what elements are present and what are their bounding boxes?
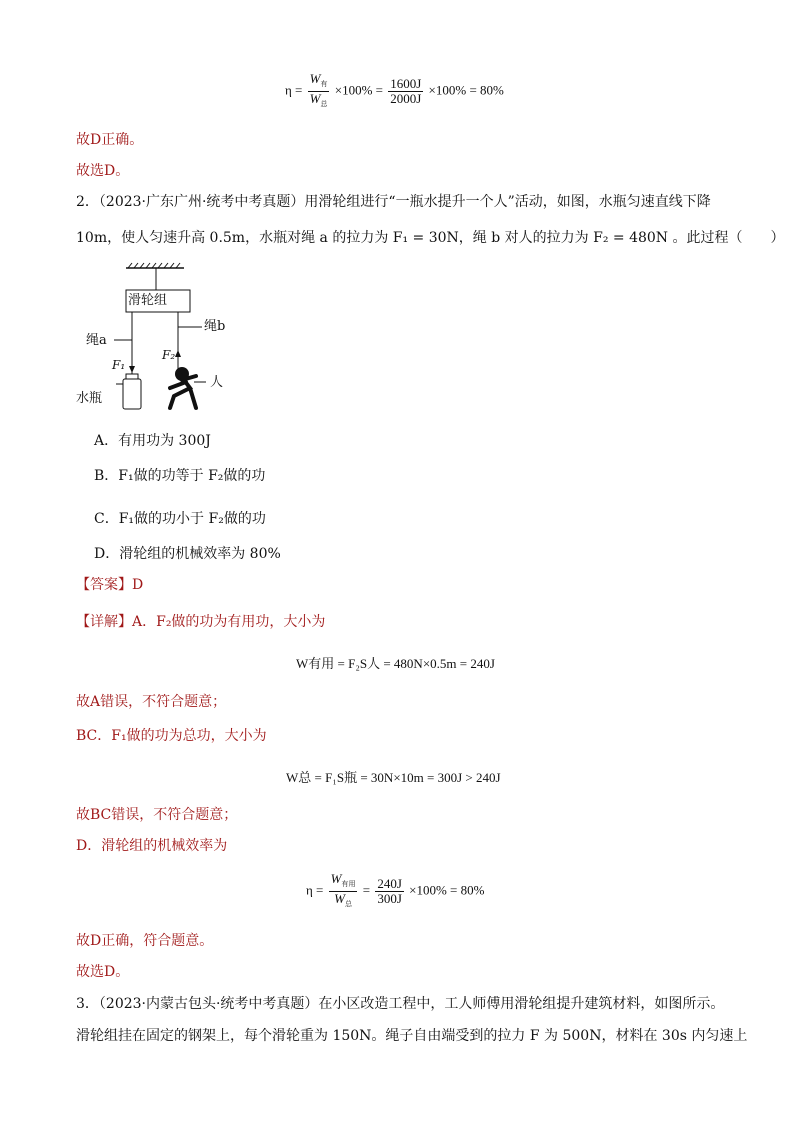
formula-result: ×100% = 80% bbox=[428, 82, 504, 98]
water-bottle-icon bbox=[123, 379, 141, 409]
pulley-diagram bbox=[86, 262, 266, 412]
formula-result: ×100% = 80% bbox=[409, 882, 485, 898]
rope-b-label: 绳b bbox=[204, 319, 226, 334]
fraction-w-ratio bbox=[329, 872, 358, 911]
subscript-useful: 有 bbox=[320, 80, 328, 88]
option-d: D．滑轮组的机械效率为 80% bbox=[94, 546, 281, 562]
w-symbol: W bbox=[330, 871, 342, 886]
bc-wrong-line: 故BC错误，不符合题意； bbox=[76, 807, 238, 823]
a-wrong-line: 故A错误，不符合题意； bbox=[76, 694, 227, 710]
rope-a-label: 绳a bbox=[86, 333, 107, 348]
force-f1-label: F₁ bbox=[112, 358, 126, 372]
fraction-w-ratio bbox=[308, 72, 330, 111]
numerator-value: 1600J bbox=[390, 76, 422, 91]
detail-tag: 【详解】 bbox=[76, 614, 132, 630]
subscript-total: 总 bbox=[320, 100, 328, 108]
d-line: D．滑轮组的机械效率为 bbox=[76, 838, 228, 854]
question-2-line-1: 2．（2023·广东广州·统考中考真题）用滑轮组进行“一瓶水提升一个人”活动，如图，水瓶匀速直线下降 bbox=[76, 194, 711, 210]
denominator-value: 2000J bbox=[390, 91, 422, 106]
option-c: C．F₁做的功小于 F₂做的功 bbox=[94, 511, 266, 527]
numerator-value: 240J bbox=[377, 876, 402, 891]
answer-value: D bbox=[132, 577, 144, 593]
question-3-line-2: 滑轮组挂在固定的钢架上，每个滑轮重为 150N。绳子自由端受到的拉力 F 为 500N，材料在 30s 内匀速上 bbox=[76, 1028, 748, 1044]
choose-d-2: 故选D。 bbox=[76, 964, 130, 980]
option-b: B．F₁做的功等于 F₂做的功 bbox=[94, 468, 266, 484]
answer-tag: 【答案】 bbox=[76, 577, 132, 593]
subscript-total: 总 bbox=[344, 900, 352, 908]
person-label: 人 bbox=[210, 375, 224, 390]
fraction-values bbox=[375, 877, 404, 906]
option-a: A．有用功为 300J bbox=[94, 433, 211, 449]
detail-line bbox=[76, 613, 325, 631]
w-symbol: W bbox=[309, 91, 321, 106]
pulley-figure bbox=[76, 262, 266, 416]
pulley-label: 滑轮组 bbox=[128, 293, 168, 308]
fraction-values bbox=[388, 77, 423, 106]
question-3-line-1: 3．（2023·内蒙古包头·统考中考真题）在小区改造工程中，工人师傅用滑轮组提升建筑材料，如图所示。 bbox=[76, 996, 725, 1012]
eta-symbol: η = bbox=[306, 882, 324, 898]
useful-work-formula: W有用 = F₂S人 = 480N×0.5m = 240J bbox=[296, 656, 495, 671]
bottle-label: 水瓶 bbox=[76, 391, 103, 406]
efficiency-formula-1 bbox=[285, 72, 504, 111]
bc-line: BC．F₁做的功为总功，大小为 bbox=[76, 728, 267, 744]
formula-operator: ×100% = bbox=[334, 82, 383, 98]
force-f2-label: F₂ bbox=[162, 348, 176, 362]
conclusion-d-correct: 故D正确。 bbox=[76, 132, 144, 148]
denominator-value: 300J bbox=[377, 891, 402, 906]
w-symbol: W bbox=[309, 71, 321, 86]
subscript-useful: 有用 bbox=[341, 880, 356, 888]
w-symbol: W bbox=[334, 891, 345, 906]
efficiency-formula-2 bbox=[306, 872, 484, 911]
total-work-formula: W总 = F₁S瓶 = 30N×10m = 300J > 240J bbox=[286, 770, 501, 785]
choose-d: 故选D。 bbox=[76, 163, 130, 179]
question-2-line-2: 10m，使人匀速升高 0.5m，水瓶对绳 a 的拉力为 F₁ = 30N，绳 b 对人的拉力为 F₂ = 480N 。此过程（ ） bbox=[76, 230, 785, 246]
answer-line bbox=[76, 576, 143, 594]
formula-operator: = bbox=[362, 882, 371, 898]
d-right-line: 故D正确，符合题意。 bbox=[76, 933, 214, 949]
detail-text: A．F₂做的功为有用功，大小为 bbox=[132, 614, 326, 630]
eta-symbol: η = bbox=[285, 82, 303, 98]
